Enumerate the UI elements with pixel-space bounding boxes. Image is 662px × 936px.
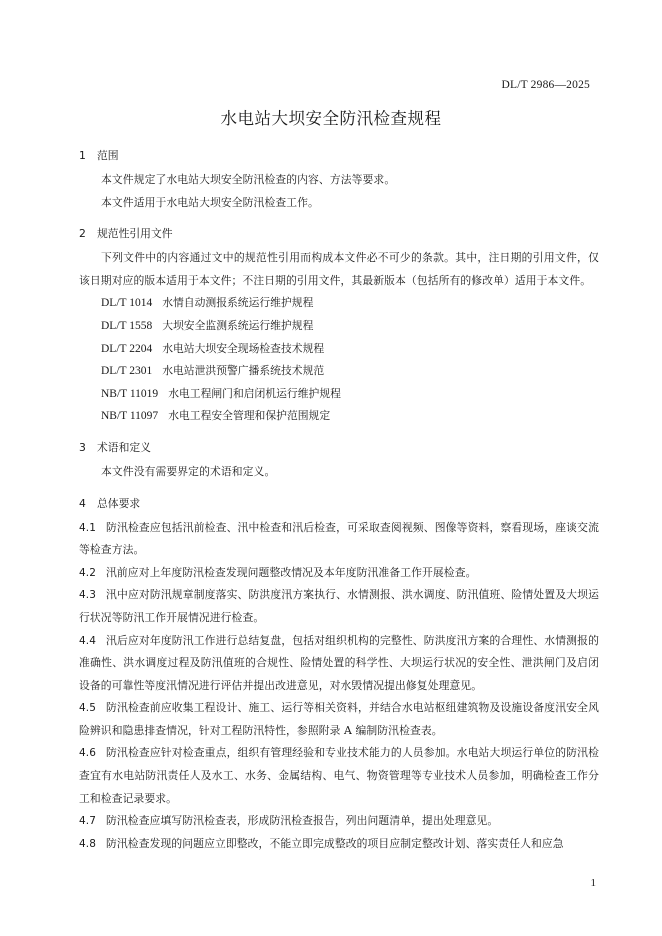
reference-code: DL/T 2301 — [101, 365, 153, 378]
reference-item — [79, 383, 599, 406]
section-heading-normative-references — [79, 225, 599, 243]
standard-code: DL/T 2986—2025 — [501, 79, 590, 91]
reference-item — [79, 360, 599, 383]
clause-number: 4.1 — [79, 521, 96, 534]
clause — [79, 562, 599, 585]
clause-number: 4.8 — [79, 837, 96, 850]
clause-text: 汛前应对上年度防汛检查发现问题整改情况及本年度防汛准备工作开展检查。 — [106, 565, 477, 579]
reference-name: 水电站泄洪预警广播系统技术规范 — [162, 364, 325, 378]
section-heading-terms — [79, 439, 599, 457]
section-number: 1 — [79, 149, 86, 162]
reference-code: NB/T 11019 — [101, 387, 159, 400]
reference-item — [79, 405, 599, 428]
reference-name: 水情自动测报系统运行维护规程 — [162, 296, 314, 310]
clause-text: 防汛检查应包括汛前检查、汛中检查和汛后检查，可采取查阅视频、图像等资料，察看现场，座谈交流等检查方法。 — [79, 520, 599, 557]
clause — [79, 697, 599, 742]
section-number: 3 — [79, 440, 86, 454]
clause-text: 防汛检查应针对检查重点，组织有管理经验和专业技术能力的人员参加。水电站大坝运行单位的防汛检查宜有水电站防汛责任人及水工、水务、金属结构、电气、物资管理等专业技术人员参加，明确检查工作分工和检查记录要求。 — [79, 746, 599, 805]
clause-text: 防汛检查前应收集工程设计、施工、运行等相关资料，并结合水电站枢纽建筑物及设施设备度汛安全风险辨识和隐患排查情况，针对工程防汛特性，参照附录 A 编制防汛检查表。 — [79, 701, 599, 737]
reference-item — [79, 315, 599, 338]
clause-number: 4.2 — [79, 566, 96, 579]
section-title: 范围 — [97, 149, 119, 162]
reference-name: 水电工程闸门和启闭机运行维护规程 — [168, 386, 341, 400]
paragraph: 本文件没有需要界定的术语和定义。 — [101, 464, 276, 478]
document-title: 水电站大坝安全防汛检查规程 — [220, 109, 442, 128]
section-heading-scope — [79, 147, 599, 165]
reference-item — [79, 292, 599, 315]
clause-number: 4.7 — [79, 815, 96, 828]
reference-name: 水电站大坝安全现场检查技术规程 — [162, 341, 325, 355]
section-number: 4 — [79, 496, 86, 510]
clause-number: 4.3 — [79, 589, 96, 602]
clause-number: 4.4 — [79, 634, 96, 647]
reference-name: 大坝安全监测系统运行维护规程 — [162, 318, 314, 332]
reference-item — [79, 338, 599, 361]
reference-code: DL/T 1558 — [101, 319, 153, 332]
section-title: 术语和定义 — [97, 440, 151, 454]
clause — [79, 630, 599, 698]
clause — [79, 584, 599, 629]
clause-number: 4.6 — [79, 747, 96, 760]
clause — [79, 742, 599, 810]
section-title: 总体要求 — [97, 496, 141, 510]
section-title: 规范性引用文件 — [97, 227, 173, 241]
reference-code: DL/T 2204 — [101, 342, 153, 355]
reference-code: NB/T 11097 — [101, 410, 159, 423]
clause-text: 防汛检查发现的问题应立即整改，不能立即完成整改的项目应制定整改计划、落实责任人和应急 — [106, 836, 564, 850]
clause — [79, 833, 599, 856]
paragraph: 本文件适用于水电站大坝安全防汛检查工作。 — [101, 195, 319, 209]
clause-number: 4.5 — [79, 702, 96, 715]
section-heading-general-requirements — [79, 495, 599, 513]
paragraph: 本文件规定了水电站大坝安全防汛检查的内容、方法等要求。 — [101, 173, 396, 186]
clause-text: 汛中应对防汛规章制度落实、防洪度汛方案执行、水情测报、洪水调度、防汛值班、险情处置及大坝运行状况等防汛工作开展情况进行检查。 — [79, 588, 599, 624]
clause-text: 汛后应对年度防汛工作进行总结复盘，包括对组织机构的完整性、防洪度汛方案的合理性、水情测报的准确性、洪水调度过程及防汛值班的合规性、险情处置的科学性、大坝运行状况的安全性、泄洪闸门及启闭设备的可靠性等度汛情况进行评估并提出改进意见，对水毁情况提出修复处理意见。 — [79, 633, 599, 692]
clause-text: 防汛检查应填写防汛检查表，形成防汛检查报告，列出问题清单，提出处理意见。 — [106, 814, 499, 828]
reference-code: DL/T 1014 — [101, 297, 153, 310]
clause — [79, 810, 599, 833]
page-number: 1 — [590, 877, 596, 889]
paragraph: 下列文件中的内容通过文中的规范性引用而构成本文件必不可少的条款。其中，注日期的引用文件，仅该日期对应的版本适用于本文件；不注日期的引用文件，其最新版本（包括所有的修改单）适用于本文件。 — [79, 251, 599, 287]
clause — [79, 517, 599, 562]
reference-name: 水电工程安全管理和保护范围规定 — [168, 409, 331, 423]
section-number: 2 — [79, 227, 86, 241]
document-body — [79, 140, 599, 855]
